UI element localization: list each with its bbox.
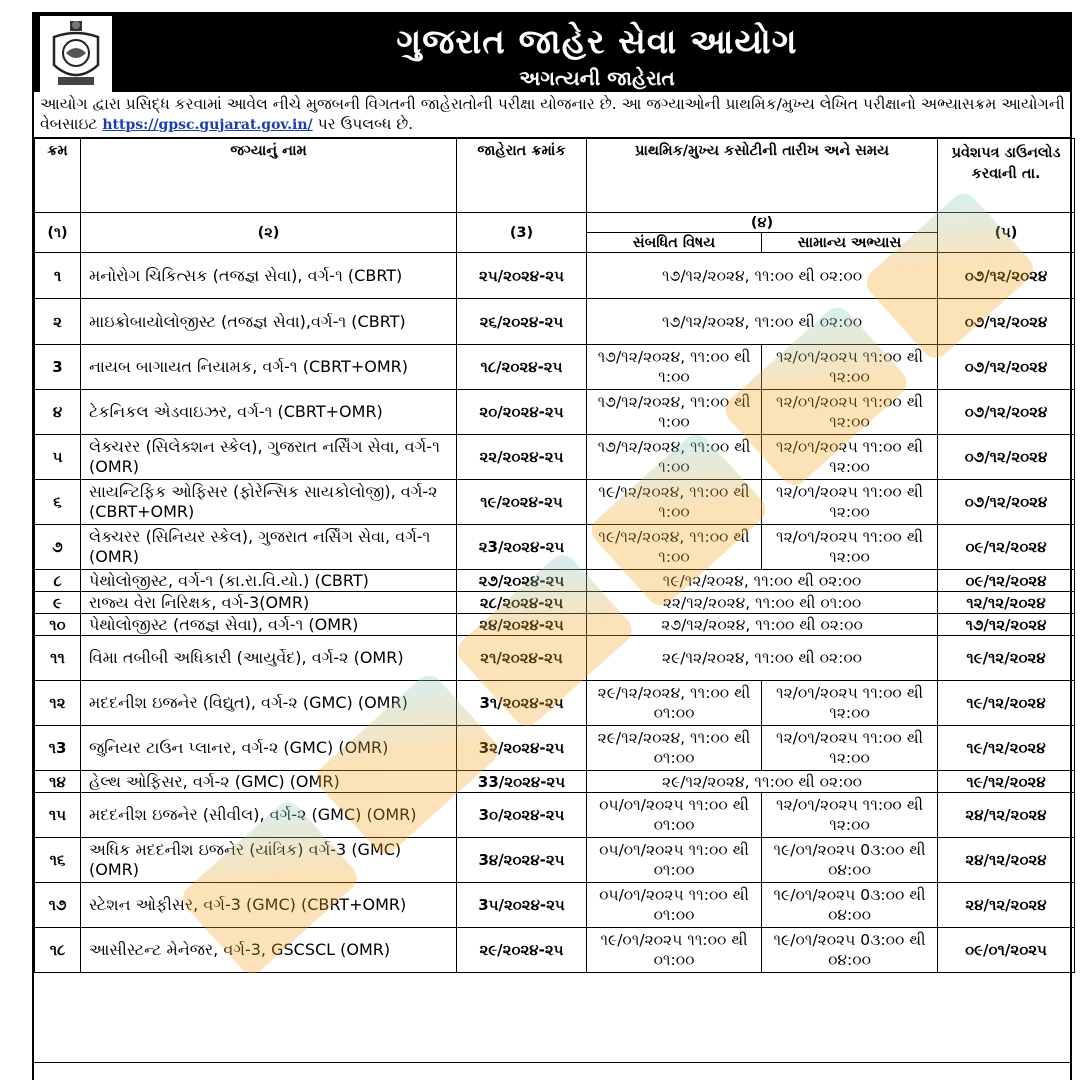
table-row <box>35 681 1075 726</box>
table-row <box>35 928 1075 973</box>
colnum-name: (૨) <box>81 213 457 253</box>
table-row <box>35 883 1075 928</box>
row-related-subject-datetime: ૧૯/૦૧/૨૦૨૫ ૧૧:૦૦ થી ૦૧:૦૦ <box>587 928 762 973</box>
row-general-studies-datetime: ૧૨/૦૧/૨૦૨૫ ૧૧:૦૦ થી ૧૨:૦૦ <box>762 793 938 838</box>
gpsc-emblem-icon <box>40 16 112 92</box>
row-adv-no: ૨3/૨૦૨૪-૨૫ <box>457 525 587 570</box>
table-row <box>35 614 1075 636</box>
row-post-name: લેક્ચરર (સિનિયર સ્કેલ), ગુજરાત નર્સિંગ સેવા, વર્ગ-૧ (OMR) <box>81 525 457 570</box>
row-admit-card-date: ૦૭/૧૨/૨૦૨૪ <box>938 390 1075 435</box>
row-post-name: સ્ટેશન ઓફીસર, વર્ગ-3 (GMC) (CBRT+OMR) <box>81 883 457 928</box>
row-adv-no: 3૪/૨૦૨૪-૨૫ <box>457 838 587 883</box>
subheader-related-subject: સંબધિત વિષય <box>587 233 762 253</box>
header-adv-no: જાહેરાત ક્રમાંક <box>457 139 587 213</box>
row-adv-no: ૨૬/૨૦૨૪-૨૫ <box>457 299 587 345</box>
row-admit-card-date: ૧૨/૧૨/૨૦૨૪ <box>938 592 1075 614</box>
row-admit-card-date: ૦૭/૧૨/૨૦૨૪ <box>938 480 1075 525</box>
header-exam-date: પ્રાથમિક/મુખ્ય કસોટીની તારીખ અને સમય <box>587 139 938 213</box>
notice-page <box>32 12 1072 1080</box>
subheader-general-studies: સામાન્ય અભ્યાસ <box>762 233 938 253</box>
row-post-name: મદદનીશ ઇજનેર (સીવીલ), વર્ગ-૨ (GMC) (OMR) <box>81 793 457 838</box>
row-general-studies-datetime: ૧૯/૦૧/૨૦૨૫ 0૩:૦૦ થી ૦૪:૦૦ <box>762 838 938 883</box>
row-general-studies-datetime: ૧૨/૦૧/૨૦૨૫ ૧૧:૦૦ થી ૧૨:૦૦ <box>762 726 938 771</box>
row-admit-card-date: ૦૭/૧૨/૨૦૨૪ <box>938 299 1075 345</box>
row-general-studies-datetime: ૧૯/૦૧/૨૦૨૫ 0૩:૦૦ થી ૦૪:૦૦ <box>762 883 938 928</box>
row-adv-no: 3૦/૨૦૨૪-૨૫ <box>457 793 587 838</box>
row-exam-datetime: ૨૯/૧૨/૨૦૨૪, ૧૧:૦૦ થી ૦૨:૦૦ <box>587 771 938 793</box>
row-admit-card-date: ૧૯/૧૨/૨૦૨૪ <box>938 681 1075 726</box>
row-adv-no: 3૨/૨૦૨૪-૨૫ <box>457 726 587 771</box>
colnum-exam: (૪) <box>587 213 938 233</box>
row-serial-no: ૧૫ <box>35 793 81 838</box>
row-serial-no: ૧૭ <box>35 883 81 928</box>
row-serial-no: ૧૧ <box>35 636 81 681</box>
table-row <box>35 592 1075 614</box>
row-adv-no: ૨૦/૨૦૨૪-૨૫ <box>457 390 587 435</box>
row-adv-no: ૨૧/૨૦૨૪-૨૫ <box>457 636 587 681</box>
row-adv-no: ૧૯/૨૦૨૪-૨૫ <box>457 480 587 525</box>
row-related-subject-datetime: ૦૫/૦૧/૨૦૨૫ ૧૧:૦૦ થી ૦૧:૦૦ <box>587 838 762 883</box>
row-serial-no: ૨ <box>35 299 81 345</box>
row-exam-datetime: ૧૯/૧૨/૨૦૨૪, ૧૧:૦૦ થી ૦૨:૦૦ <box>587 570 938 592</box>
row-related-subject-datetime: ૦૫/૦૧/૨૦૨૫ ૧૧:૦૦ થી ૦૧:૦૦ <box>587 883 762 928</box>
row-general-studies-datetime: ૧૨/૦૧/૨૦૨૫ ૧૧:૦૦ થી ૧૨:૦૦ <box>762 480 938 525</box>
row-serial-no: ૧૬ <box>35 838 81 883</box>
header-banner <box>34 12 1070 92</box>
row-related-subject-datetime: ૧૯/૧૨/૨૦૨૪, ૧૧:૦૦ થી ૧:૦૦ <box>587 525 762 570</box>
row-related-subject-datetime: ૧૭/૧૨/૨૦૨૪, ૧૧:૦૦ થી ૧:૦૦ <box>587 435 762 480</box>
page-title: ગુજરાત જાહેર સેવા આયોગ <box>396 22 798 62</box>
row-admit-card-date: ૦૯/૧૨/૨૦૨૪ <box>938 570 1075 592</box>
row-general-studies-datetime: ૧૨/૦૧/૨૦૨૫ ૧૧:૦૦ થી ૧૨:૦૦ <box>762 435 938 480</box>
row-post-name: મદદનીશ ઇજનેર (વિદ્યુત), વર્ગ-૨ (GMC) (OMR) <box>81 681 457 726</box>
header-admit-card: પ્રવેશપત્ર ડાઉનલોડ કરવાની તા. <box>938 139 1075 213</box>
row-adv-no: ૨૮/૨૦૨૪-૨૫ <box>457 592 587 614</box>
table-row <box>35 525 1075 570</box>
row-serial-no: ૫ <box>35 435 81 480</box>
row-adv-no: 3૧/૨૦૨૪-૨૫ <box>457 681 587 726</box>
row-related-subject-datetime: ૧૭/૧૨/૨૦૨૪, ૧૧:૦૦ થી ૧:૦૦ <box>587 390 762 435</box>
row-post-name: હેલ્થ ઓફિસર, વર્ગ-૨ (GMC) (OMR) <box>81 771 457 793</box>
row-exam-datetime: ૧૭/૧૨/૨૦૨૪, ૧૧:૦૦ થી ૦૨:૦૦ <box>587 299 938 345</box>
page-subtitle: અગત્યની જાહેરાત <box>519 66 675 90</box>
table-row <box>35 838 1075 883</box>
row-admit-card-date: ૦૭/૧૨/૨૦૨૪ <box>938 345 1075 390</box>
table-row <box>35 636 1075 681</box>
row-serial-no: ૧ <box>35 253 81 299</box>
row-serial-no: ૬ <box>35 480 81 525</box>
table-row <box>35 253 1075 299</box>
row-serial-no: ૮ <box>35 570 81 592</box>
website-link[interactable]: https://gpsc.gujarat.gov.in/ <box>102 117 313 133</box>
table-row <box>35 390 1075 435</box>
row-admit-card-date: ૧૭/૧૨/૨૦૨૪ <box>938 614 1075 636</box>
row-serial-no: ૭ <box>35 525 81 570</box>
table-row <box>35 345 1075 390</box>
row-adv-no: ૨૭/૨૦૨૪-૨૫ <box>457 570 587 592</box>
row-general-studies-datetime: ૧૨/૦૧/૨૦૨૫ ૧૧:૦૦ થી ૧૨:૦૦ <box>762 681 938 726</box>
row-post-name: મનોરોગ ચિકિત્સક (તજજ્ઞ સેવા), વર્ગ-૧ (CBRT) <box>81 253 457 299</box>
row-admit-card-date: ૧૯/૧૨/૨૦૨૪ <box>938 771 1075 793</box>
intro-text-end: પર ઉપલબ્ધ છે. <box>312 115 414 133</box>
colnum-no: (૧) <box>35 213 81 253</box>
row-exam-datetime: ૨૭/૧૨/૨૦૨૪, ૧૧:૦૦ થી ૦૨:૦૦ <box>587 614 938 636</box>
row-admit-card-date: ૧૯/૧૨/૨૦૨૪ <box>938 636 1075 681</box>
row-adv-no: ૨૨/૨૦૨૪-૨૫ <box>457 435 587 480</box>
row-post-name: રાજ્ય વેરા નિરિક્ષક, વર્ગ-3(OMR) <box>81 592 457 614</box>
row-related-subject-datetime: ૧૯/૧૨/૨૦૨૪, ૧૧:૦૦ થી ૧:૦૦ <box>587 480 762 525</box>
row-post-name: લેક્ચરર (સિલેક્શન સ્કેલ), ગુજરાત નર્સિંગ સેવા, વર્ગ-૧ (OMR) <box>81 435 457 480</box>
row-adv-no: ૧૮/૨૦૨૪-૨૫ <box>457 345 587 390</box>
row-exam-datetime: ૨૯/૧૨/૨૦૨૪, ૧૧:૦૦ થી ૦૨:૦૦ <box>587 636 938 681</box>
exam-schedule-table <box>34 138 1075 973</box>
table-row <box>35 480 1075 525</box>
page-footer-divider <box>32 1062 1072 1080</box>
header-no: ક્રમ <box>35 139 81 213</box>
row-admit-card-date: ૨૪/૧૨/૨૦૨૪ <box>938 838 1075 883</box>
row-post-name: અધિક મદદનીશ ઇજનેર (યાંત્રિક) વર્ગ-3 (GMC) (OMR) <box>81 838 457 883</box>
row-adv-no: ૨૯/૨૦૨૪-૨૫ <box>457 928 587 973</box>
row-admit-card-date: ૦૯/૧૨/૨૦૨૪ <box>938 525 1075 570</box>
table-body <box>35 253 1075 973</box>
row-serial-no: ૧૮ <box>35 928 81 973</box>
header-post-name: જગ્યાનું નામ <box>81 139 457 213</box>
row-related-subject-datetime: ૦૫/૦૧/૨૦૨૫ ૧૧:૦૦ થી ૦૧:૦૦ <box>587 793 762 838</box>
row-post-name: નાયબ બાગાયત નિયામક, વર્ગ-૧ (CBRT+OMR) <box>81 345 457 390</box>
intro-text: આયોગ દ્વારા પ્રસિદ્ધ કરવામાં આવેલ નીચે મુજબની વિગતની જાહેરાતોની પરીક્ષા યોજનાર છે. આ જગ્યાઓની પ્રાથમિક/મુખ્ય લેખિત પરીક્ષાનો અભ્યાસક્રમ આયોગની વેબસાઇટ <box>40 95 1065 133</box>
table-row <box>35 570 1075 592</box>
table-row <box>35 299 1075 345</box>
colnum-adv: (3) <box>457 213 587 253</box>
row-serial-no: ૧૨ <box>35 681 81 726</box>
row-general-studies-datetime: ૧૯/૦૧/૨૦૨૫ 0૩:૦૦ થી ૦૪:૦૦ <box>762 928 938 973</box>
table-row <box>35 435 1075 480</box>
row-adv-no: ૨૪/૨૦૨૪-૨૫ <box>457 614 587 636</box>
row-serial-no: ૧૦ <box>35 614 81 636</box>
row-admit-card-date: ૨૪/૧૨/૨૦૨૪ <box>938 793 1075 838</box>
row-related-subject-datetime: ૨૯/૧૨/૨૦૨૪, ૧૧:૦૦ થી ૦૧:૦૦ <box>587 726 762 771</box>
row-adv-no: ૨૫/૨૦૨૪-૨૫ <box>457 253 587 299</box>
intro-paragraph <box>34 92 1070 138</box>
table-row <box>35 793 1075 838</box>
row-related-subject-datetime: ૨૯/૧૨/૨૦૨૪, ૧૧:૦૦ થી ૦૧:૦૦ <box>587 681 762 726</box>
row-serial-no: ૯ <box>35 592 81 614</box>
row-exam-datetime: ૨૨/૧૨/૨૦૨૪, ૧૧:૦૦ થી ૦૧:૦૦ <box>587 592 938 614</box>
row-serial-no: ૪ <box>35 390 81 435</box>
row-adv-no: 3૫/૨૦૨૪-૨૫ <box>457 883 587 928</box>
row-post-name: સાયન્ટિફિક ઓફિસર (ફોરેન્સિક સાયકોલોજી), વર્ગ-૨ (CBRT+OMR) <box>81 480 457 525</box>
row-general-studies-datetime: ૧૨/૦૧/૨૦૨૫ ૧૧:૦૦ થી ૧૨:૦૦ <box>762 345 938 390</box>
row-admit-card-date: ૦૯/૦૧/૨૦૨૫ <box>938 928 1075 973</box>
row-serial-no: 3 <box>35 345 81 390</box>
row-general-studies-datetime: ૧૨/૦૧/૨૦૨૫ ૧૧:૦૦ થી ૧૨:૦૦ <box>762 525 938 570</box>
row-admit-card-date: ૦૭/૧૨/૨૦૨૪ <box>938 435 1075 480</box>
table-row <box>35 771 1075 793</box>
row-general-studies-datetime: ૧૨/૦૧/૨૦૨૫ ૧૧:૦૦ થી ૧૨:૦૦ <box>762 390 938 435</box>
row-post-name: આસીસ્ટન્ટ મેનેજર, વર્ગ-3, GSCSCL (OMR) <box>81 928 457 973</box>
row-adv-no: 33/૨૦૨૪-૨૫ <box>457 771 587 793</box>
row-serial-no: ૧3 <box>35 726 81 771</box>
row-post-name: જુનિયર ટાઉન પ્લાનર, વર્ગ-૨ (GMC) (OMR) <box>81 726 457 771</box>
row-post-name: પેથોલોજીસ્ટ (તજજ્ઞ સેવા), વર્ગ-૧ (OMR) <box>81 614 457 636</box>
row-admit-card-date: ૧૯/૧૨/૨૦૨૪ <box>938 726 1075 771</box>
row-exam-datetime: ૧૭/૧૨/૨૦૨૪, ૧૧:૦૦ થી ૦૨:૦૦ <box>587 253 938 299</box>
row-post-name: માઇક્રોબાયોલોજીસ્ટ (તજજ્ઞ સેવા),વર્ગ-૧ (CBRT) <box>81 299 457 345</box>
row-related-subject-datetime: ૧૭/૧૨/૨૦૨૪, ૧૧:૦૦ થી ૧:૦૦ <box>587 345 762 390</box>
row-post-name: વિમા તબીબી અધિકારી (આયુર્વેદ), વર્ગ-૨ (OMR) <box>81 636 457 681</box>
table-row <box>35 726 1075 771</box>
row-post-name: ટેકનિકલ એડવાઇઝર, વર્ગ-૧ (CBRT+OMR) <box>81 390 457 435</box>
row-admit-card-date: ૨૪/૧૨/૨૦૨૪ <box>938 883 1075 928</box>
row-serial-no: ૧૪ <box>35 771 81 793</box>
row-admit-card-date: ૦૭/૧૨/૨૦૨૪ <box>938 253 1075 299</box>
row-post-name: પેથોલોજીસ્ટ, વર્ગ-૧ (કા.રા.વિ.યો.) (CBRT) <box>81 570 457 592</box>
colnum-admit: (૫) <box>938 213 1075 253</box>
